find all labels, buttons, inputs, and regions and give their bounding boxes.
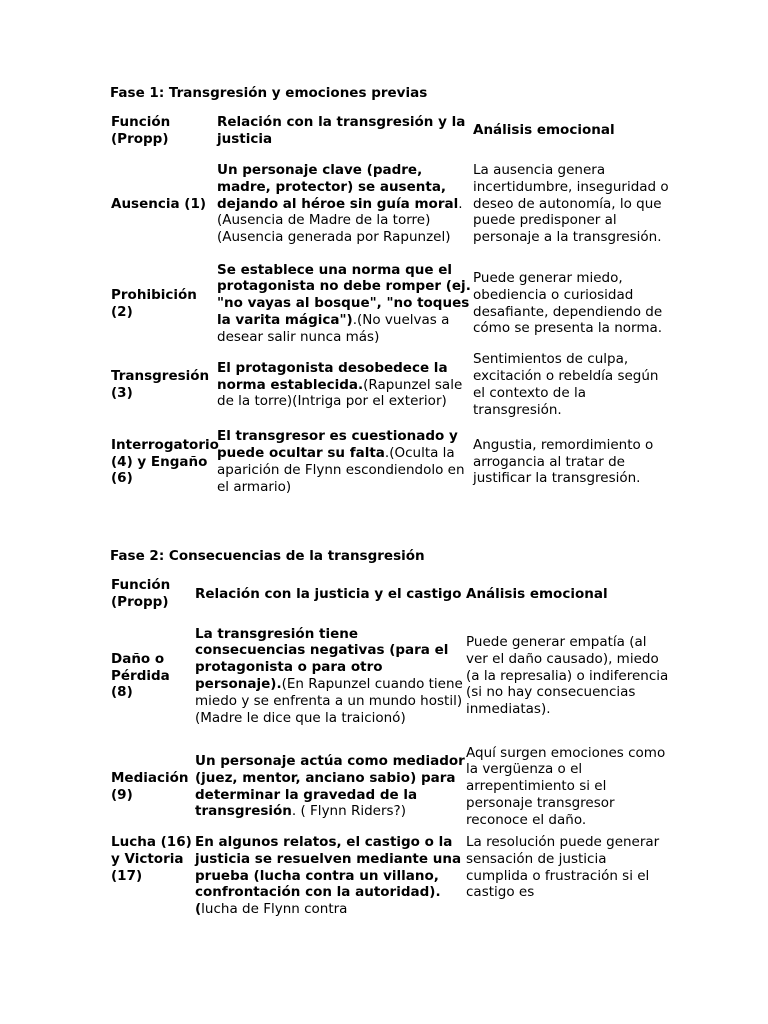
header-relation: Relación con la justicia y el castigo xyxy=(195,585,462,602)
relation-bold: Un personaje actúa como mediador (juez, mentor, anciano sabio) para determinar la gravedad de la transgresión xyxy=(195,752,465,820)
header-emotion: Análisis emocional xyxy=(466,585,608,602)
emotion-cell: La ausencia genera incertidumbre, inseguridad o deseo de autonomía, lo que puede predisponer al personaje a la transgresión. xyxy=(473,162,669,246)
emotion-cell: Puede generar miedo, obediencia o curiosidad desafiante, dependiendo de cómo se presenta la norma. xyxy=(473,269,663,337)
phase2-table xyxy=(111,575,671,922)
relation-bold: Se establece una norma que el protagonista no debe romper (ej. "no vayas al bosque", "no toques la varita mágica") xyxy=(217,261,471,328)
phase1-table xyxy=(111,112,671,502)
table-header-row xyxy=(111,575,671,613)
emotion-cell: La resolución puede generar sensación de justicia cumplida o frustración si el castigo es xyxy=(466,834,660,901)
function-cell: Ausencia (1) xyxy=(111,195,207,212)
relation-note: (En Rapunzel cuando tiene miedo y se enfrenta a un mundo hostil)(Madre le dice que la traicionó) xyxy=(195,676,463,726)
header-relation: Relación con la transgresión y la justicia xyxy=(217,113,466,147)
table-row xyxy=(111,149,671,259)
table-row xyxy=(111,259,671,348)
phase2-title: Fase 2: Consecuencias de la transgresión xyxy=(110,548,425,564)
function-cell: Daño o Pérdida (8) xyxy=(111,650,170,701)
phase1-title: Fase 1: Transgresión y emociones previas xyxy=(110,85,428,101)
relation-bold: En algunos relatos, el castigo o la justicia se resuelven mediante una prueba (lucha contra un villano, confrontación con la autoridad).( xyxy=(195,834,462,918)
relation-cell xyxy=(195,739,466,834)
header-function: Función (Propp) xyxy=(111,113,171,147)
relation-note: .(No vuelvas a desear salir nunca más) xyxy=(217,311,450,345)
table-row xyxy=(111,834,671,922)
function-cell: Interrogatorio (4) y Engaño (6) xyxy=(111,436,219,487)
emotion-cell: Aquí surgen emociones como la vergüenza o el arrepentimiento si el personaje transgresor reconoce el daño. xyxy=(466,744,666,828)
relation-note: lucha de Flynn contra xyxy=(201,901,348,918)
function-cell: Mediación (9) xyxy=(111,769,189,803)
relation-note: .(Oculta la aparición de Flynn escondiendolo en el armario) xyxy=(217,445,465,495)
relation-note: . ( Flynn Riders?) xyxy=(291,803,406,820)
emotion-cell: Sentimientos de culpa, excitación o rebeldía según el contexto de la transgresión. xyxy=(473,351,659,418)
relation-cell xyxy=(195,834,466,922)
function-cell: Prohibición (2) xyxy=(111,286,197,320)
table-row xyxy=(111,422,671,502)
table-row xyxy=(111,348,671,422)
emotion-cell: Angustia, remordimiento o arrogancia al tratar de justificar la transgresión. xyxy=(473,436,654,487)
function-cell: Transgresión (3) xyxy=(111,368,210,401)
relation-bold: La transgresión tiene consecuencias negativas (para el protagonista o para otro personaje). xyxy=(195,625,449,692)
relation-cell xyxy=(217,422,473,502)
relation-bold: Un personaje clave (padre, madre, protector) se ausenta, dejando al héroe sin guía moral xyxy=(217,162,459,212)
relation-bold: El transgresor es cuestionado y puede ocultar su falta xyxy=(217,428,458,462)
relation-bold: El protagonista desobedece la norma establecida. xyxy=(217,359,448,393)
relation-note: .(Ausencia de Madre de la torre)(Ausencia generada por Rapunzel) xyxy=(217,195,463,246)
relation-cell xyxy=(195,613,466,739)
emotion-cell: Puede generar empatía (al ver el daño causado), miedo (a la represalia) o indiferencia (si no hay consecuencias inmediatas). xyxy=(466,634,669,718)
function-cell: Lucha (16) y Victoria (17) xyxy=(111,834,192,884)
header-emotion: Análisis emocional xyxy=(473,122,615,139)
table-row xyxy=(111,739,671,834)
header-function: Función (Propp) xyxy=(111,577,171,610)
relation-cell xyxy=(217,348,473,422)
table-header-row xyxy=(111,112,671,149)
relation-cell xyxy=(217,149,473,259)
relation-cell xyxy=(217,259,473,348)
relation-note: (Rapunzel sale de la torre)(Intriga por el exterior) xyxy=(217,376,463,410)
table-row xyxy=(111,613,671,739)
